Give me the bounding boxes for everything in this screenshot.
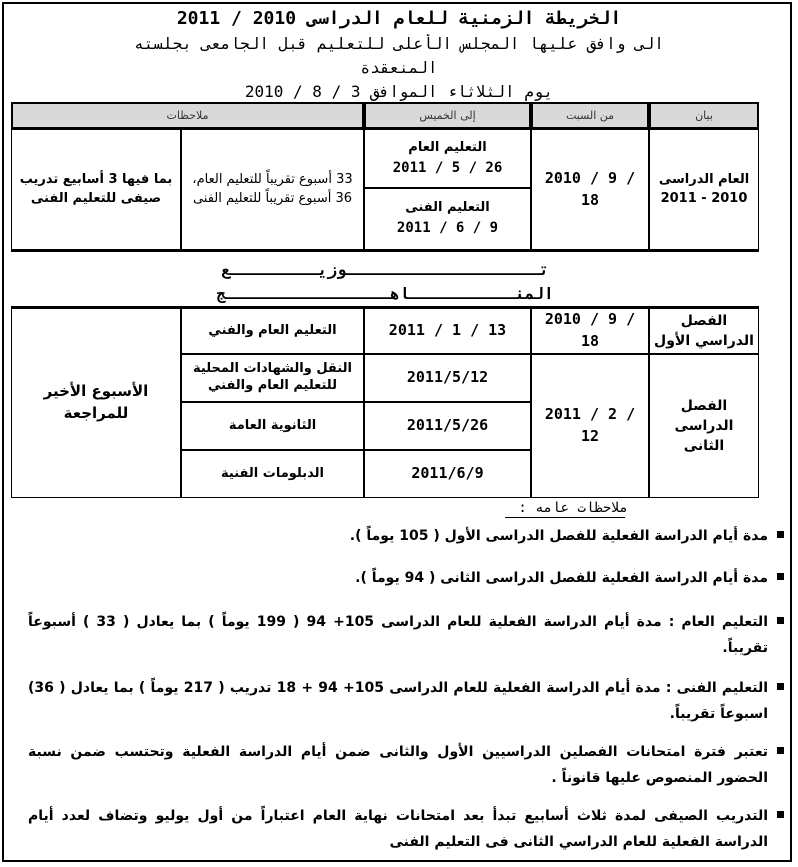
review-week-note: الأسبوع الأخير للمراجعة [11, 308, 181, 498]
curriculum-distribution-band [11, 250, 759, 308]
document-subtitle: الى وافق عليها المجلس الأعلى للتعليم قبل الجامعى بجلسته [134, 34, 664, 53]
note-text: مدة أيام الدراسة الفعلية للفصل الدراسى الثانى ( 94 يوماً ). [355, 570, 768, 586]
bullet-icon [777, 531, 784, 538]
header-item: بيان [649, 102, 759, 129]
note-text: التعليم الفنى : مدة أيام الدراسة الفعلية للعام الدراسى 105+ 94 + 18 تدريب ( 217 يوماً ) بما يعادل ( 36) اسبوعاً تقريباً. [28, 680, 768, 722]
header-to: إلى الخميس [364, 102, 531, 129]
note-item [28, 523, 768, 549]
technical-education-label: التعليم الفنى [405, 200, 490, 216]
general-education-end-date: 2011 / 5 / 26 [392, 159, 503, 176]
distribution-line-1: تــــــــــــــــــــوزيـــــــــع [221, 260, 549, 279]
term2-row2-end-date: 2011/5/26 [364, 402, 531, 450]
note-text: مدة أيام الدراسة الفعلية للفصل الدراسى الأول ( 105 يوماً ). [349, 528, 768, 544]
note-text: التدريب الصيفى لمدة ثلاث أسابيع تبدأ بعد امتحانات نهاية العام اعتباراً من أول يوليو وتضاف لعدد أيام الدراسة الفعلية للعام الدراسي الثانى فى التعليم الفنى [28, 808, 768, 850]
year-start-date: 2010 / 9 / 18 [531, 129, 649, 250]
year-weeks-count: 33 أسبوع تقريباً للتعليم العام، 36 أسبوع تقريباً للتعليم الفنى [181, 129, 364, 250]
note-item [28, 675, 768, 727]
term2-start-date: 2011 / 2 / 12 [531, 354, 649, 498]
technical-education-end-date: 2011 / 6 / 9 [396, 220, 499, 237]
general-notes-underline [505, 517, 625, 518]
term2-row3-end-date: 2011/6/9 [364, 450, 531, 498]
term2-label: الفصل الدراسى الثانى [649, 354, 759, 498]
header-notes: ملاحظات [11, 102, 364, 129]
term1-label: الفصل الدراسي الأول [649, 308, 759, 354]
term1-category: التعليم العام والفني [181, 308, 364, 354]
term2-row1-category: النقل والشهادات المحلية للتعليم العام والفني [181, 354, 364, 402]
year-general-end [364, 129, 531, 188]
header-from: من السبت [531, 102, 649, 129]
term2-row2-category: الثانوية العامة [181, 402, 364, 450]
term2-row3-category: الدبلومات الفنية [181, 450, 364, 498]
term2-row1-end-date: 2011/5/12 [364, 354, 531, 402]
bullet-icon [777, 747, 784, 754]
document-title: الخريطة الزمنية للعام الدراسى 2010 / 2011 [176, 8, 622, 29]
distribution-line-2: المنـــــــــــاهـــــــــــــــــج [216, 284, 554, 303]
general-education-label: التعليم العام [408, 139, 487, 155]
note-text: التعليم العام : مدة أيام الدراسة الفعلية للعام الدراسى 105+ 94 ( 199 يوماً ) بما يعادل ( 33 ) أسبوعاً تقريباً. [28, 614, 768, 656]
bullet-icon [777, 573, 784, 580]
term1-start-date: 2010 / 9 / 18 [531, 308, 649, 354]
bullet-icon [777, 811, 784, 818]
schedule-table [11, 102, 759, 498]
bullet-icon [777, 683, 784, 690]
year-label: العام الدراسى 2010 - 2011 [649, 129, 759, 250]
note-text: تعتبر فترة امتحانات الفصلين الدراسيين الأول والثانى ضمن أيام الدراسة الفعلية وتحتسب ضمن نسبة الحضور المنصوص عليها قانوناً . [28, 744, 768, 786]
year-technical-end [364, 188, 531, 250]
note-item [28, 565, 768, 591]
term1-end-date: 2011 / 1 / 13 [364, 308, 531, 354]
document-subtitle-continued: المنعقدة [360, 58, 438, 77]
note-item [28, 609, 768, 661]
general-notes-title: ملاحظات عامه : [518, 500, 628, 516]
bullet-icon [777, 617, 784, 624]
note-item [28, 739, 768, 791]
meeting-date: يوم الثلاثاء الموافق 3 / 8 / 2010 [244, 82, 554, 101]
note-item [28, 803, 768, 855]
year-notes: بما فيها 3 أسابيع تدريب صيفى للتعليم الفنى [11, 129, 181, 250]
